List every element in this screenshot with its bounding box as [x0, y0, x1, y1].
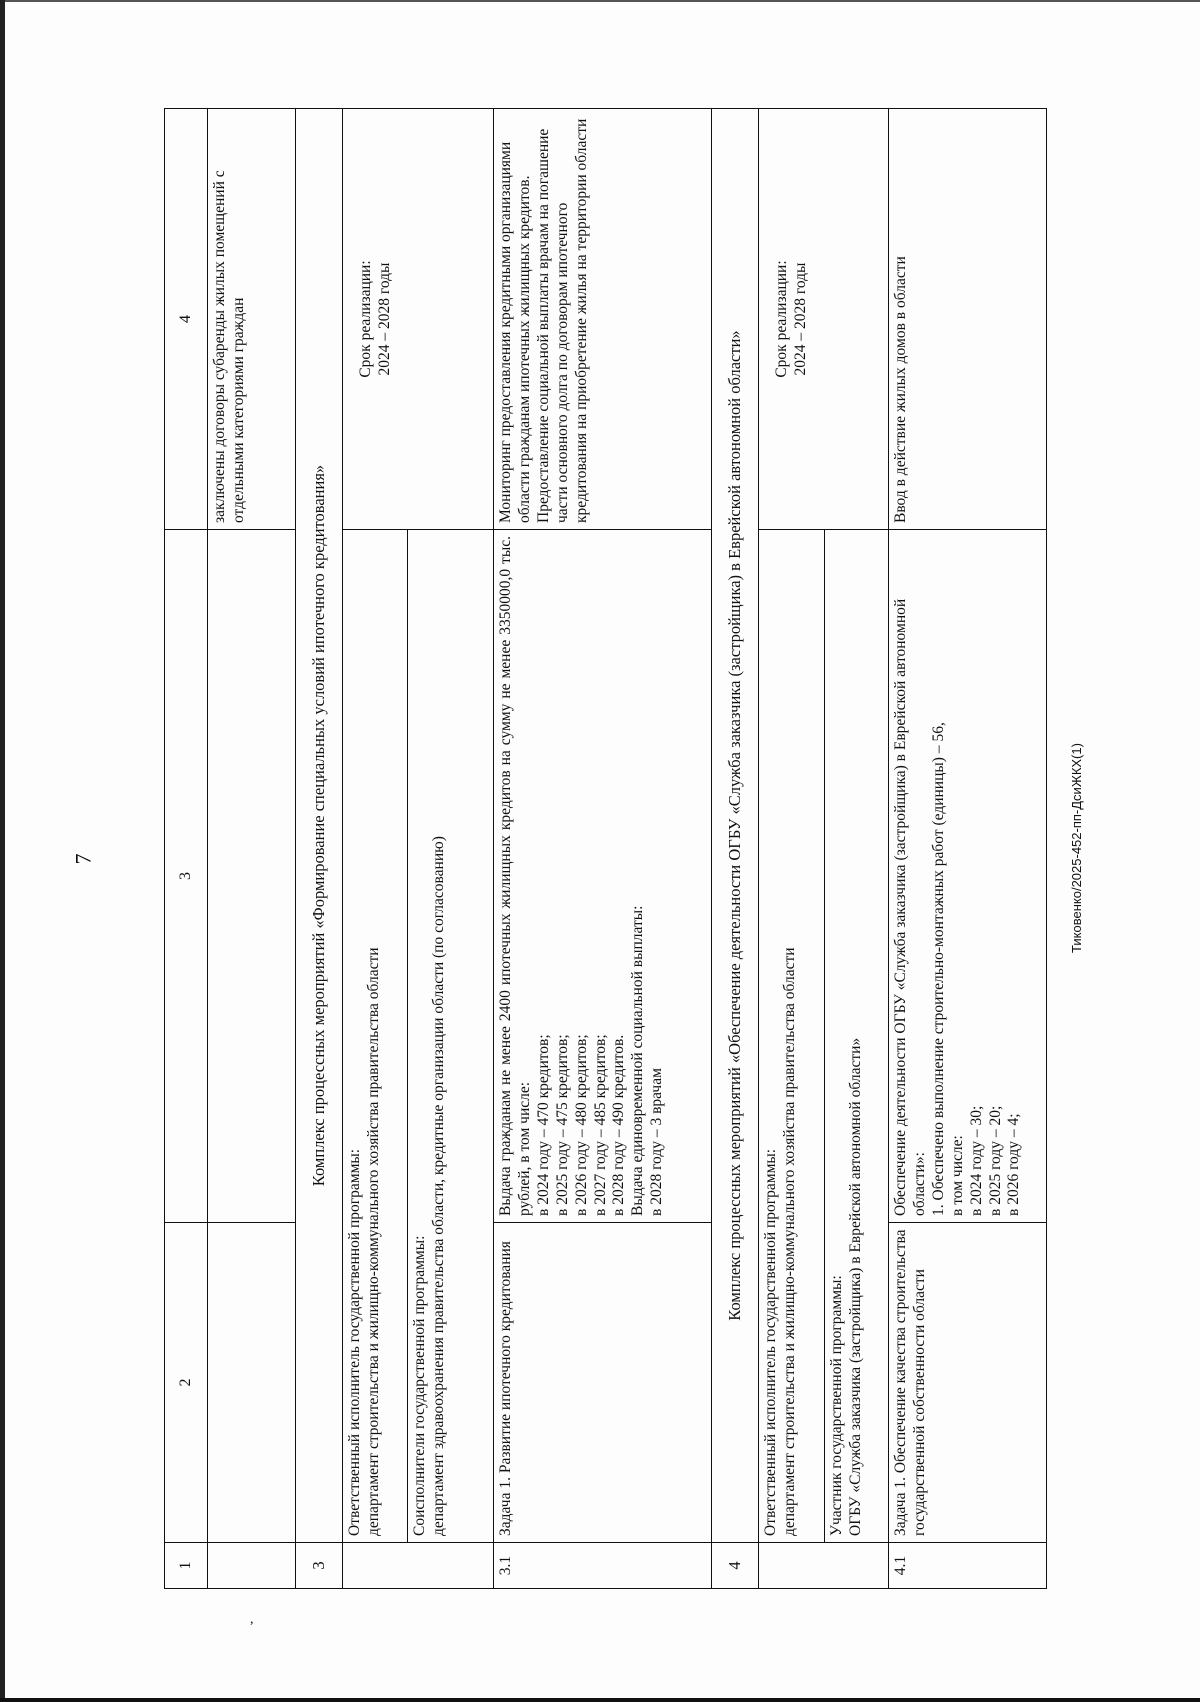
table-cell: [208, 1223, 296, 1543]
task-4-1-year: в 2024 году – 30;: [967, 1105, 985, 1216]
task-4-1-number: 4.1: [889, 1543, 1047, 1589]
task-3-1-name: Задача 1. Развитие ипотечного кредитования: [494, 1223, 712, 1543]
section-4-responsible-label: Ответственный исполнитель государственной программы:: [762, 1148, 779, 1536]
section-4-term-label: Срок реализации:: [773, 260, 790, 378]
section-4-term-value: 2024 – 2028 годы: [791, 262, 809, 376]
table-cell: [208, 1543, 296, 1589]
section-3-title: Комплекс процессных мероприятий «Формирование специальных условий ипотечного кредитования»: [296, 109, 343, 1543]
table-cell: [208, 530, 296, 1223]
task-4-1-row: [889, 109, 1047, 1589]
section-3-coexecutors-label: Соисполнители государственной программы:: [411, 1235, 428, 1536]
section-4-number: 4: [712, 1543, 759, 1589]
document-code: Тиковенко/2025-452-пп-ДсиЖКХ(1): [1069, 743, 1084, 953]
section-3-coexecutors-names: департамент здравоохранения правительства области, кредитные организации области (по согласованию): [429, 836, 447, 1536]
table-row-continuation: [208, 109, 296, 1589]
task-3-1-row: [494, 109, 712, 1589]
section-3-responsible-row: [343, 109, 408, 1589]
continuation-result: заключены договоры субаренды жилых помещений с отдельными категориями граждан: [208, 109, 296, 530]
task-3-1-payment-value: в 2028 году – 3 врачам: [648, 1068, 666, 1216]
task-4-1-intro: Обеспечение деятельности ОГБУ «Служба заказчика (застройщика) в Еврейской автономной области»:: [892, 598, 928, 1216]
section-3-coexecutors-cell: [408, 530, 494, 1543]
section-3-number: 3: [296, 1543, 343, 1589]
program-table-grid: [164, 108, 1047, 1589]
section-4-participant-cell: [825, 530, 889, 1543]
section-3-term-value: 2024 – 2028 годы: [375, 262, 393, 376]
section-3-responsible-cell: [343, 530, 408, 1543]
task-3-1-year: в 2024 году – 470 кредитов;: [534, 1034, 552, 1216]
section-4-title: Комплекс процессных мероприятий «Обеспечение деятельности ОГБУ «Служба заказчика (застройщика) в Еврейской автономной области»: [712, 109, 759, 1543]
task-4-1-year: в 2025 году – 20;: [986, 1105, 1004, 1216]
section-3-term-cell: [343, 109, 494, 530]
section-4-responsible-name: департамент строительства и жилищно-коммунального хозяйства правительства области: [780, 947, 798, 1536]
table-header-row: [165, 109, 208, 1589]
page-top-edge: [0, 0, 1200, 2]
task-4-1-result: Ввод в действие жилых домов в области: [889, 109, 1047, 530]
task-4-1-item: 1. Обеспечено выполнение строительно-монтажных работ (единицы) – 56,: [929, 722, 947, 1216]
section-3-responsible-label: Ответственный исполнитель государственной программы:: [346, 1148, 363, 1536]
task-3-1-intro: Выдача гражданам не менее 2400 ипотечных жилищных кредитов на сумму не менее 3350000,0 тыс. рублей, в том числе:: [497, 536, 533, 1216]
header-col-2: 2: [165, 1223, 208, 1543]
section-3-term-label: Срок реализации:: [357, 260, 374, 378]
section-3-responsible-name: департамент строительства и жилищно-коммунального хозяйства правительства области: [364, 947, 382, 1536]
section-4-term-cell: [759, 109, 889, 530]
task-3-1-number: 3.1: [494, 1543, 712, 1589]
page-bottom-edge: [0, 1698, 1200, 1702]
header-col-1: 1: [165, 1543, 208, 1589]
task-4-1-including: в том числе:: [948, 1135, 966, 1216]
section-4-header-row: [712, 109, 759, 1589]
task-4-1-year: в 2026 году – 4;: [1005, 1113, 1023, 1216]
section-3-header-row: [296, 109, 343, 1589]
task-4-1-name: Задача 1. Обеспечение качества строительства государственной собственности области: [889, 1223, 1047, 1543]
section-4-participant-label: Участник государственной программы:: [828, 1275, 845, 1536]
task-3-1-payment-label: Выдача единовременной социальной выплаты:: [629, 905, 647, 1216]
page-number: 7: [70, 853, 96, 865]
section-4-responsible-row: [759, 109, 825, 1589]
stray-mark: ,: [250, 1612, 254, 1627]
section-4-participant-name: ОГБУ «Служба заказчика (застройщика) в Еврейской автономной области»: [846, 1037, 864, 1536]
task-3-1-year: в 2028 году – 490 кредитов.: [610, 1034, 628, 1216]
task-3-1-year: в 2027 году – 485 кредитов;: [591, 1034, 609, 1216]
task-3-1-result: Мониторинг предоставления кредитными организациями области гражданам ипотечных жилищных кредитов. Предоставление социальной выплаты врачам на погашение части основного долга по договорам ипотечного кредитования на приобретение жилья на территории области: [494, 109, 712, 530]
task-3-1-year: в 2025 году – 475 кредитов;: [553, 1034, 571, 1216]
header-col-4: 4: [165, 109, 208, 530]
task-3-1-description: [494, 530, 712, 1223]
header-col-3: 3: [165, 530, 208, 1223]
table-cell: [759, 1543, 889, 1589]
section-4-responsible-cell: [759, 530, 825, 1543]
page-left-edge: [0, 0, 5, 1702]
table-cell: [343, 1543, 494, 1589]
task-3-1-year: в 2026 году – 480 кредитов;: [572, 1034, 590, 1216]
program-table: [164, 109, 1041, 1589]
task-4-1-description: [889, 530, 1047, 1223]
